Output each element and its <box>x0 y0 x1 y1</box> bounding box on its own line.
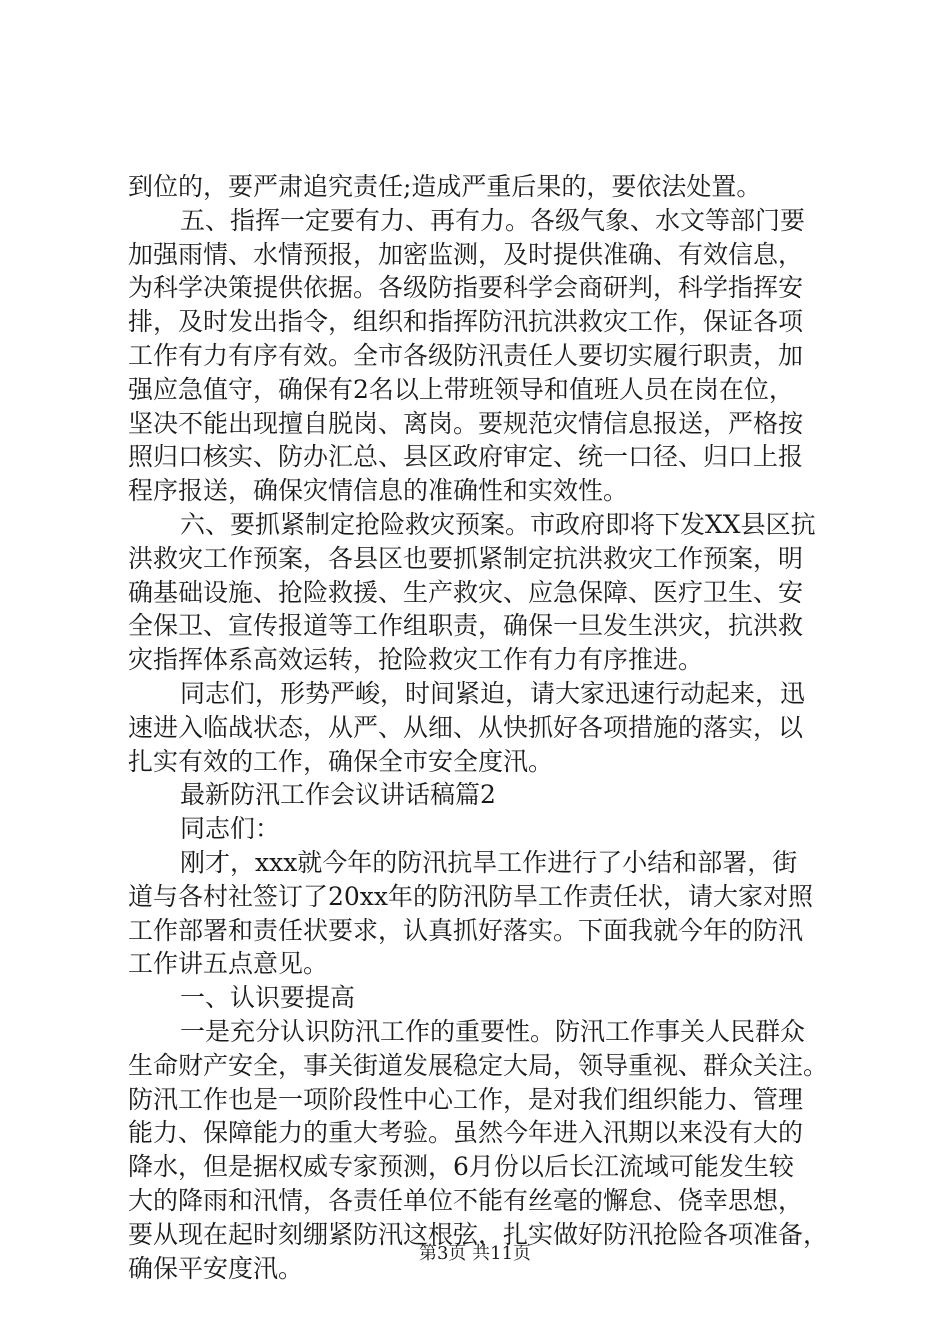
text-line: 排，及时发出指令，组织和指挥防汛抗洪救灾工作，保证各项 <box>128 307 804 337</box>
text-line: 大的降雨和汛情，各责任单位不能有丝毫的懈怠、侥幸思想， <box>128 1185 804 1215</box>
text-line: 刚才，xxx就今年的防汛抗旱工作进行了小结和部署，街 <box>180 847 798 877</box>
text-line: 确基础设施、抢险救援、生产救灾、应急保障、医疗卫生、安 <box>128 577 804 607</box>
text-line: 六、要抓紧制定抢险救灾预案。市政府即将下发XX县区抗 <box>180 509 816 539</box>
text-line: 洪救灾工作预案，各县区也要抓紧制定抗洪救灾工作预案，明 <box>128 543 804 573</box>
text-line: 道与各村社签订了20xx年的防汛防旱工作责任状，请大家对照 <box>128 881 814 911</box>
text-line: 扎实有效的工作，确保全市安全度汛。 <box>128 746 554 776</box>
text-line: 工作讲五点意见。 <box>128 949 329 979</box>
text-line: 强应急值守，确保有2名以上带班领导和值班人员在岗在位， <box>128 374 794 404</box>
text-line: 确保平安度汛。 <box>128 1253 304 1283</box>
text-line: 能力、保障能力的重大考验。虽然今年进入汛期以来没有大的 <box>128 1118 804 1148</box>
document-body <box>128 170 838 1285</box>
text-line: 降水，但是据权威专家预测，6月份以后长江流域可能发生较 <box>128 1152 794 1182</box>
text-line: 工作部署和责任状要求，认真抓好落实。下面我就今年的防汛 <box>128 915 804 945</box>
text-line: 照归口核实、防办汇总、县区政府审定、统一口径、归口上报 <box>128 442 804 472</box>
text-line: 灾指挥体系高效运转，抢险救灾工作有力有序推进。 <box>128 645 704 675</box>
text-line: 同志们： <box>180 814 281 844</box>
text-line: 最新防汛工作会议讲话稿篇2 <box>180 780 496 810</box>
text-line: 五、指挥一定要有力、再有力。各级气象、水文等部门要 <box>180 205 806 235</box>
text-line: 一是充分认识防汛工作的重要性。防汛工作事关人民群众 <box>180 1016 806 1046</box>
text-line: 防汛工作也是一项阶段性中心工作，是对我们组织能力、管理 <box>128 1084 804 1114</box>
text-line: 速进入临战状态，从严、从细、从快抓好各项措施的落实，以 <box>128 712 804 742</box>
text-line: 工作有力有序有效。全市各级防汛责任人要切实履行职责，加 <box>128 340 804 370</box>
page-footer: 第3页 共11页 <box>418 1243 532 1264</box>
text-line: 加强雨情、水情预报，加密监测，及时提供准确、有效信息， <box>128 239 804 269</box>
text-line: 同志们，形势严峻，时间紧迫，请大家迅速行动起来，迅 <box>180 678 806 708</box>
text-line: 为科学决策提供依据。各级防指要科学会商研判，科学指挥安 <box>128 273 804 303</box>
text-line: 程序报送，确保灾情信息的准确性和实效性。 <box>128 476 629 506</box>
text-line: 生命财产安全，事关街道发展稳定大局，领导重视、群众关注。 <box>128 1050 829 1080</box>
text-line: 要从现在起时刻绷紧防汛这根弦，扎实做好防汛抢险各项准备， <box>128 1219 829 1249</box>
text-line: 全保卫、宣传报道等工作组职责，确保一旦发生洪灾，抗洪救 <box>128 611 804 641</box>
text-line: 到位的，要严肃追究责任;造成严重后果的，要依法处置。 <box>128 172 762 201</box>
text-line: 一、认识要提高 <box>180 983 356 1013</box>
text-line: 坚决不能出现擅自脱岗、离岗。要规范灾情信息报送，严格按 <box>128 408 804 438</box>
